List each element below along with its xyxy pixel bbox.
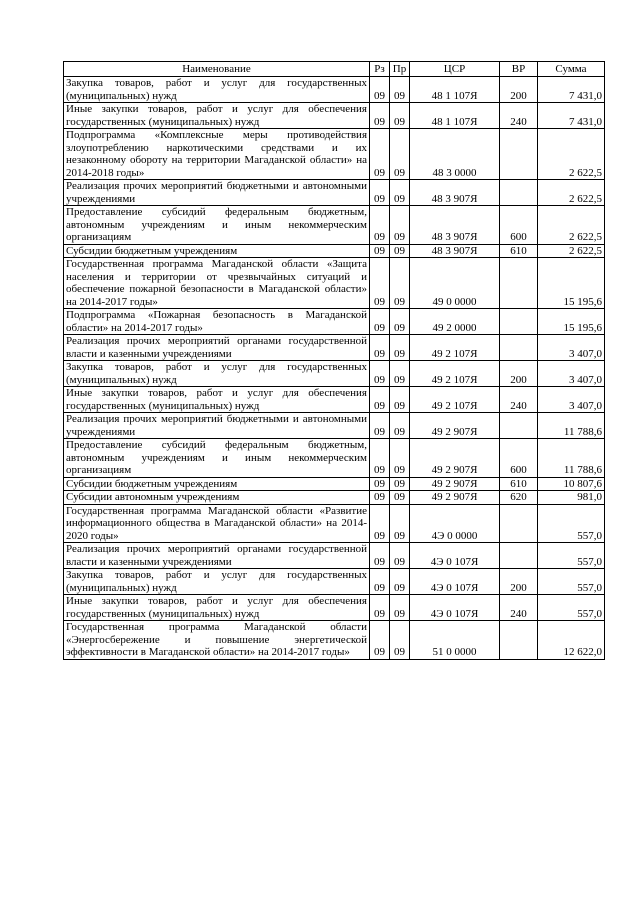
row-name-cell: Иные закупки товаров, работ и услуг для обеспечения государственных (муниципальных) нужд [64,595,370,621]
row-name-cell: Реализация прочих мероприятий органами государственной власти и казенными учреждениями [64,335,370,361]
row-csr-cell: 48 3 0000 [410,129,500,180]
row-csr-cell: 48 3 907Я [410,244,500,258]
row-name-cell: Реализация прочих мероприятий бюджетными и автономными учреждениями [64,413,370,439]
row-pr-cell: 09 [390,244,410,258]
row-sum-cell: 2 622,5 [538,244,605,258]
table-row [64,206,605,245]
row-csr-cell: 49 2 907Я [410,477,500,491]
row-csr-cell: 4Э 0 107Я [410,595,500,621]
header-row [64,62,605,77]
row-vr-cell [500,129,538,180]
row-sum-cell: 12 622,0 [538,621,605,660]
row-vr-cell [500,543,538,569]
row-rz-cell: 09 [370,439,390,478]
row-csr-cell: 49 0 0000 [410,258,500,309]
header-name: Наименование [64,62,370,77]
table-row [64,569,605,595]
row-sum-cell: 10 807,6 [538,477,605,491]
row-vr-cell: 240 [500,387,538,413]
row-name-cell: Предоставление субсидий федеральным бюджетным, автономным учреждениям и иным некоммерческим организациям [64,439,370,478]
row-sum-cell: 11 788,6 [538,413,605,439]
row-csr-cell: 49 2 907Я [410,413,500,439]
row-name-cell: Субсидии бюджетным учреждениям [64,477,370,491]
row-rz-cell: 09 [370,103,390,129]
row-sum-cell: 3 407,0 [538,335,605,361]
table-row [64,335,605,361]
row-pr-cell: 09 [390,258,410,309]
row-csr-cell: 4Э 0 0000 [410,504,500,543]
row-sum-cell: 2 622,5 [538,129,605,180]
row-name-cell: Государственная программа Магаданской области «Развитие информационного общества в Магаданской области» на 2014-2020 годы» [64,504,370,543]
table-row [64,477,605,491]
row-csr-cell: 49 2 107Я [410,335,500,361]
table-row [64,595,605,621]
row-pr-cell: 09 [390,621,410,660]
row-sum-cell: 557,0 [538,543,605,569]
row-sum-cell: 3 407,0 [538,387,605,413]
row-rz-cell: 09 [370,309,390,335]
row-rz-cell: 09 [370,361,390,387]
row-sum-cell: 2 622,5 [538,206,605,245]
row-pr-cell: 09 [390,180,410,206]
row-rz-cell: 09 [370,504,390,543]
row-pr-cell: 09 [390,569,410,595]
row-sum-cell: 7 431,0 [538,77,605,103]
row-name-cell: Подпрограмма «Пожарная безопасность в Магаданской области» на 2014-2017 годы» [64,309,370,335]
row-pr-cell: 09 [390,543,410,569]
row-name-cell: Закупка товаров, работ и услуг для государственных (муниципальных) нужд [64,361,370,387]
row-vr-cell: 200 [500,569,538,595]
table-row [64,504,605,543]
row-csr-cell: 49 2 107Я [410,361,500,387]
row-csr-cell: 51 0 0000 [410,621,500,660]
row-pr-cell: 09 [390,335,410,361]
table-row [64,413,605,439]
row-rz-cell: 09 [370,413,390,439]
table-row [64,621,605,660]
row-sum-cell: 2 622,5 [538,180,605,206]
row-name-cell: Субсидии автономным учреждениям [64,491,370,505]
row-sum-cell: 11 788,6 [538,439,605,478]
table-row [64,258,605,309]
row-name-cell: Государственная программа Магаданской области «Защита населения и территории от чрезвычайных ситуаций и обеспечение пожарной безопасности в Магаданской области» на 2014-2017 годы» [64,258,370,309]
row-csr-cell: 48 1 107Я [410,77,500,103]
row-rz-cell: 09 [370,543,390,569]
row-vr-cell: 620 [500,491,538,505]
table-row [64,103,605,129]
row-csr-cell: 48 3 907Я [410,206,500,245]
row-rz-cell: 09 [370,595,390,621]
row-vr-cell [500,309,538,335]
table-row [64,129,605,180]
row-name-cell: Субсидии бюджетным учреждениям [64,244,370,258]
row-csr-cell: 4Э 0 107Я [410,543,500,569]
table-body [64,77,605,660]
row-rz-cell: 09 [370,129,390,180]
row-sum-cell: 3 407,0 [538,361,605,387]
table-row [64,387,605,413]
row-vr-cell: 600 [500,206,538,245]
row-pr-cell: 09 [390,387,410,413]
table-row [64,491,605,505]
row-sum-cell: 557,0 [538,569,605,595]
row-pr-cell: 09 [390,77,410,103]
header-sum: Сумма [538,62,605,77]
row-sum-cell: 15 195,6 [538,309,605,335]
row-vr-cell [500,180,538,206]
row-pr-cell: 09 [390,206,410,245]
row-vr-cell: 200 [500,361,538,387]
row-name-cell: Закупка товаров, работ и услуг для государственных (муниципальных) нужд [64,77,370,103]
table-row [64,244,605,258]
row-sum-cell: 557,0 [538,504,605,543]
row-csr-cell: 49 2 107Я [410,387,500,413]
table-row [64,543,605,569]
row-pr-cell: 09 [390,491,410,505]
row-csr-cell: 48 1 107Я [410,103,500,129]
row-pr-cell: 09 [390,477,410,491]
row-vr-cell: 240 [500,103,538,129]
row-name-cell: Реализация прочих мероприятий органами государственной власти и казенными учреждениями [64,543,370,569]
row-rz-cell: 09 [370,387,390,413]
row-name-cell: Предоставление субсидий федеральным бюджетным, автономным учреждениям и иным некоммерческим организациям [64,206,370,245]
header-pr: Пр [390,62,410,77]
row-pr-cell: 09 [390,103,410,129]
row-sum-cell: 557,0 [538,595,605,621]
row-rz-cell: 09 [370,206,390,245]
row-pr-cell: 09 [390,413,410,439]
row-vr-cell [500,504,538,543]
header-vr: ВР [500,62,538,77]
row-sum-cell: 7 431,0 [538,103,605,129]
row-rz-cell: 09 [370,244,390,258]
row-name-cell: Иные закупки товаров, работ и услуг для обеспечения государственных (муниципальных) нужд [64,103,370,129]
row-name-cell: Закупка товаров, работ и услуг для государственных (муниципальных) нужд [64,569,370,595]
row-name-cell: Подпрограмма «Комплексные меры противодействия злоупотреблению наркотическими средствами и их незаконному обороту на территории Магаданской области» на 2014-2018 годы» [64,129,370,180]
row-pr-cell: 09 [390,504,410,543]
row-csr-cell: 49 2 907Я [410,491,500,505]
table-row [64,309,605,335]
row-name-cell: Государственная программа Магаданской области «Энергосбережение и повышение энергетической эффективности в Магаданской области» на 2014-2017 годы» [64,621,370,660]
budget-table [63,61,605,660]
row-vr-cell [500,335,538,361]
row-rz-cell: 09 [370,569,390,595]
row-rz-cell: 09 [370,491,390,505]
row-rz-cell: 09 [370,477,390,491]
table-row [64,439,605,478]
row-rz-cell: 09 [370,621,390,660]
row-pr-cell: 09 [390,595,410,621]
row-sum-cell: 15 195,6 [538,258,605,309]
row-pr-cell: 09 [390,439,410,478]
row-rz-cell: 09 [370,77,390,103]
header-rz: Рз [370,62,390,77]
row-name-cell: Реализация прочих мероприятий бюджетными и автономными учреждениями [64,180,370,206]
row-vr-cell [500,621,538,660]
row-rz-cell: 09 [370,258,390,309]
row-vr-cell [500,413,538,439]
row-vr-cell: 610 [500,477,538,491]
row-pr-cell: 09 [390,129,410,180]
row-name-cell: Иные закупки товаров, работ и услуг для обеспечения государственных (муниципальных) нужд [64,387,370,413]
row-vr-cell [500,258,538,309]
row-sum-cell: 981,0 [538,491,605,505]
row-rz-cell: 09 [370,180,390,206]
row-pr-cell: 09 [390,361,410,387]
header-csr: ЦСР [410,62,500,77]
table-row [64,180,605,206]
table-row [64,77,605,103]
row-rz-cell: 09 [370,335,390,361]
row-vr-cell: 240 [500,595,538,621]
row-csr-cell: 4Э 0 107Я [410,569,500,595]
row-vr-cell: 200 [500,77,538,103]
row-csr-cell: 49 2 0000 [410,309,500,335]
row-csr-cell: 48 3 907Я [410,180,500,206]
row-csr-cell: 49 2 907Я [410,439,500,478]
row-pr-cell: 09 [390,309,410,335]
row-vr-cell: 600 [500,439,538,478]
row-vr-cell: 610 [500,244,538,258]
table-row [64,361,605,387]
